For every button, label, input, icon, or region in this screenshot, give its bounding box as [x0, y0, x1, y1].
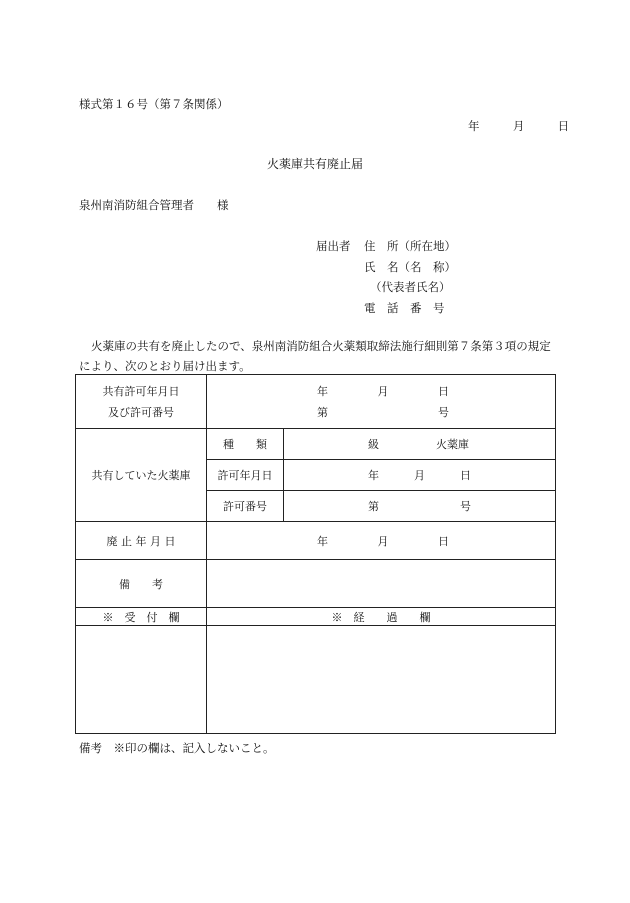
remarks-value-cell[interactable] [207, 560, 556, 608]
address-label: 住 所（所在地） [364, 239, 456, 253]
date-month: 月 [512, 119, 525, 133]
sub-go: 号 [460, 500, 471, 513]
permit-date-sub-label: 許可年月日 [207, 460, 284, 491]
office-body-row [76, 626, 556, 734]
permit-go: 号 [438, 405, 449, 419]
sub-day: 日 [460, 469, 471, 482]
sub-year: 年 [368, 469, 379, 482]
kind-kyu: 級 [368, 438, 379, 451]
declaration-text: 火薬庫の共有を廃止したので、泉州南消防組合火薬類取締法施行細則第７条第３項の規定により、次のとおり届け出ます。 [79, 339, 551, 373]
permit-year: 年 [317, 384, 328, 398]
abolish-row [76, 522, 556, 560]
sub-dai: 第 [368, 500, 379, 513]
name-label: 氏 名（名 称） [364, 259, 456, 274]
permit-number-value-cell[interactable] [284, 491, 556, 522]
abolish-day: 日 [438, 534, 449, 548]
abolish-year: 年 [317, 534, 328, 548]
permit-day: 日 [438, 384, 449, 398]
remarks-label: 備 考 [76, 560, 207, 608]
permit-date-value-cell[interactable] [284, 460, 556, 491]
permit-number-label: 及び許可番号 [108, 405, 174, 419]
date-day: 日 [557, 119, 570, 133]
applicant-block [316, 236, 456, 318]
kind-kayakuko: 火薬庫 [436, 438, 469, 451]
reception-label: ※ 受 付 欄 [76, 608, 207, 626]
footnote: 備考 ※印の欄は、記入しないこと。 [79, 741, 275, 755]
permit-dai: 第 [317, 405, 328, 419]
permit-number-sub-label: 許可番号 [207, 491, 284, 522]
abolish-date-label: 廃 止 年 月 日 [76, 522, 207, 560]
kind-row [76, 429, 556, 460]
abolish-month: 月 [377, 534, 389, 548]
permit-date-label: 共有許可年月日 [102, 384, 180, 398]
notification-table [75, 374, 556, 734]
shared-magazine-label: 共有していた火薬庫 [76, 429, 207, 522]
form-number: 様式第１６号（第７条関係） [79, 97, 229, 111]
representative-label: （代表者氏名） [370, 280, 451, 294]
kind-value-cell[interactable] [284, 429, 556, 460]
sub-month: 月 [414, 469, 425, 482]
abolish-date-value-cell[interactable] [207, 522, 556, 560]
progress-cell [207, 626, 556, 734]
kind-label: 種 類 [207, 429, 284, 460]
submission-date [468, 118, 569, 134]
document-title: 火薬庫共有廃止届 [266, 157, 363, 171]
addressee: 泉州南消防組合管理者 様 [79, 198, 229, 212]
date-year: 年 [468, 119, 480, 133]
phone-label: 電 話 番 号 [364, 300, 445, 315]
reception-cell [76, 626, 207, 734]
remarks-row [76, 560, 556, 608]
permit-month: 月 [377, 384, 389, 398]
applicant-lead: 届出者 [316, 239, 351, 253]
permit-row [76, 375, 556, 429]
permit-label-cell [76, 375, 207, 429]
permit-value-cell[interactable] [207, 375, 556, 429]
progress-label: ※ 経 過 欄 [207, 608, 556, 626]
office-header-row [76, 608, 556, 626]
